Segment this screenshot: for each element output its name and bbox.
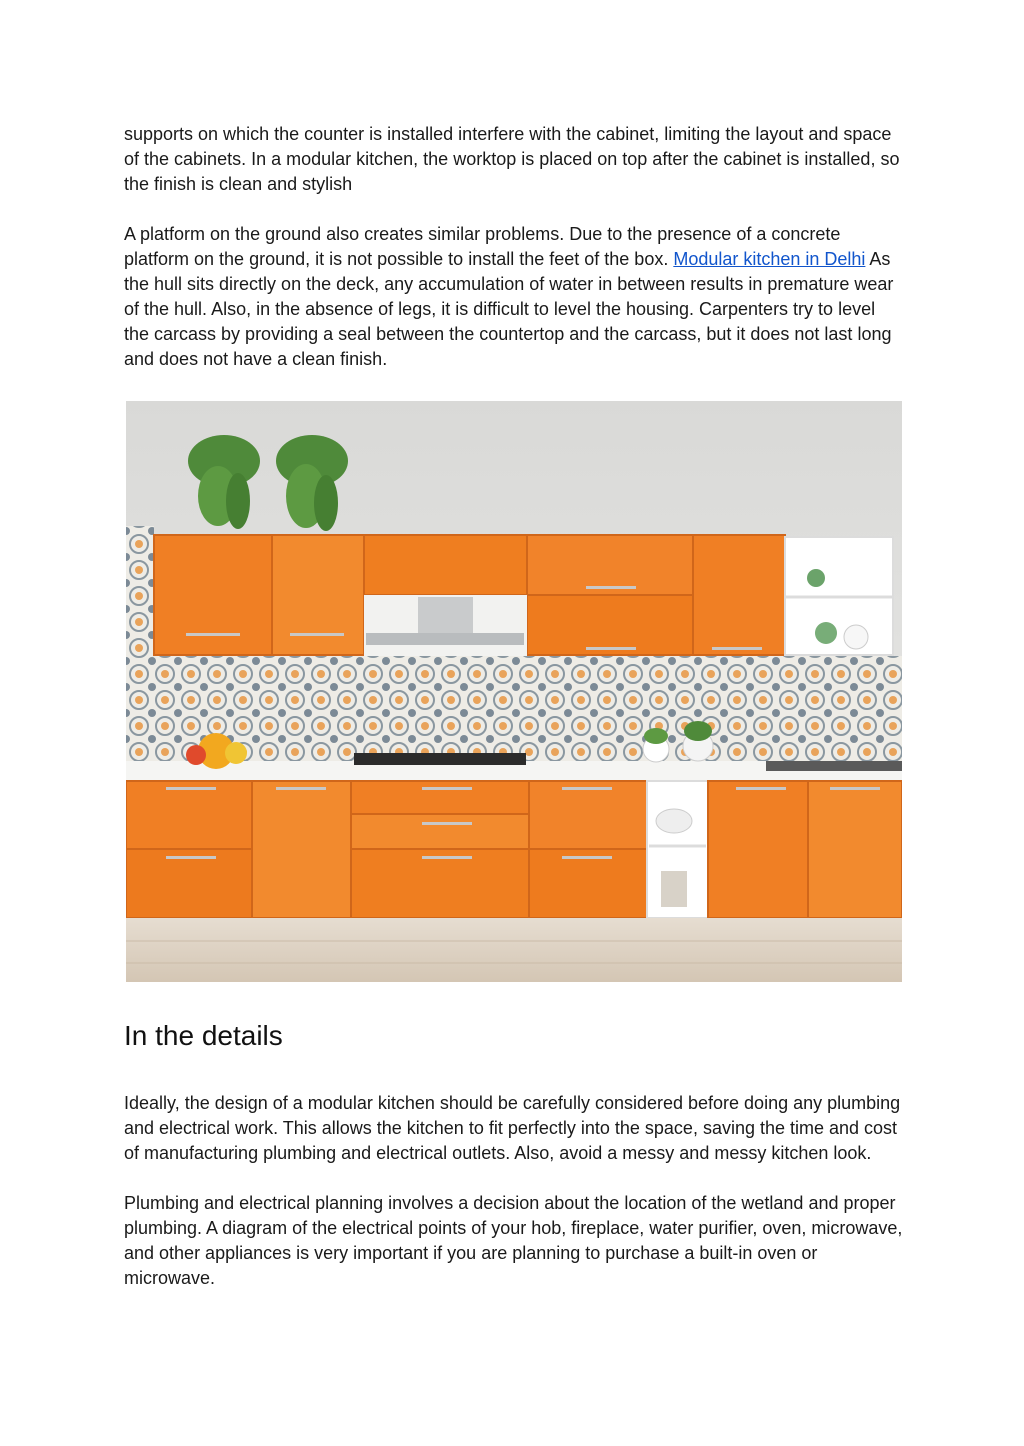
modular-kitchen-delhi-link[interactable]: Modular kitchen in Delhi xyxy=(673,249,866,269)
upper-text xyxy=(124,122,904,372)
section-heading: In the details xyxy=(124,1020,283,1051)
kitchen-photo xyxy=(126,401,902,982)
paragraph-platform-ground xyxy=(124,222,904,372)
lower-text xyxy=(124,1091,904,1291)
paragraph-design-planning: Ideally, the design of a modular kitchen should be carefully considered before doing any plumbing and electrical work. This allows the kitchen to fit perfectly into the space, saving the time and cost of manufacturing plumbing and electrical outlets. Also, avoid a messy and messy kitchen look. xyxy=(124,1093,901,1163)
gas-hob xyxy=(354,753,526,765)
paragraph-text-before-link: A platform on the ground also creates similar problems. Due to the presence of a concrete platform on the ground, it is not possible to install the feet of the box. xyxy=(124,224,841,269)
paragraph-text-after-link: As the hull sits directly on the deck, any accumulation of water in between results in premature wear of the hull. Also, in the absence of legs, it is difficult to level the housing. Carpenters try to level the carcass by providing a seal between the countertop and the carcass, but it does not last long and does not have a clean finish. xyxy=(124,249,894,369)
floor xyxy=(126,918,902,982)
paragraph-plumbing-electrical: Plumbing and electrical planning involves a decision about the location of the wetland and proper plumbing. A diagram of the electrical points of your hob, fireplace, water purifier, oven, microwave, and other appliances is very important if you are planning to purchase a built-in oven or microwave. xyxy=(124,1193,903,1288)
backsplash-tiles xyxy=(154,656,902,766)
base-cabinets xyxy=(126,781,902,918)
sink xyxy=(766,761,902,771)
range-hood xyxy=(418,597,473,635)
paragraph-platform-supports: supports on which the counter is installed interfere with the cabinet, limiting the layout and space of the cabinets. In a modular kitchen, the worktop is placed on top after the cabinet is installed, so the finish is clean and stylish xyxy=(124,124,900,194)
